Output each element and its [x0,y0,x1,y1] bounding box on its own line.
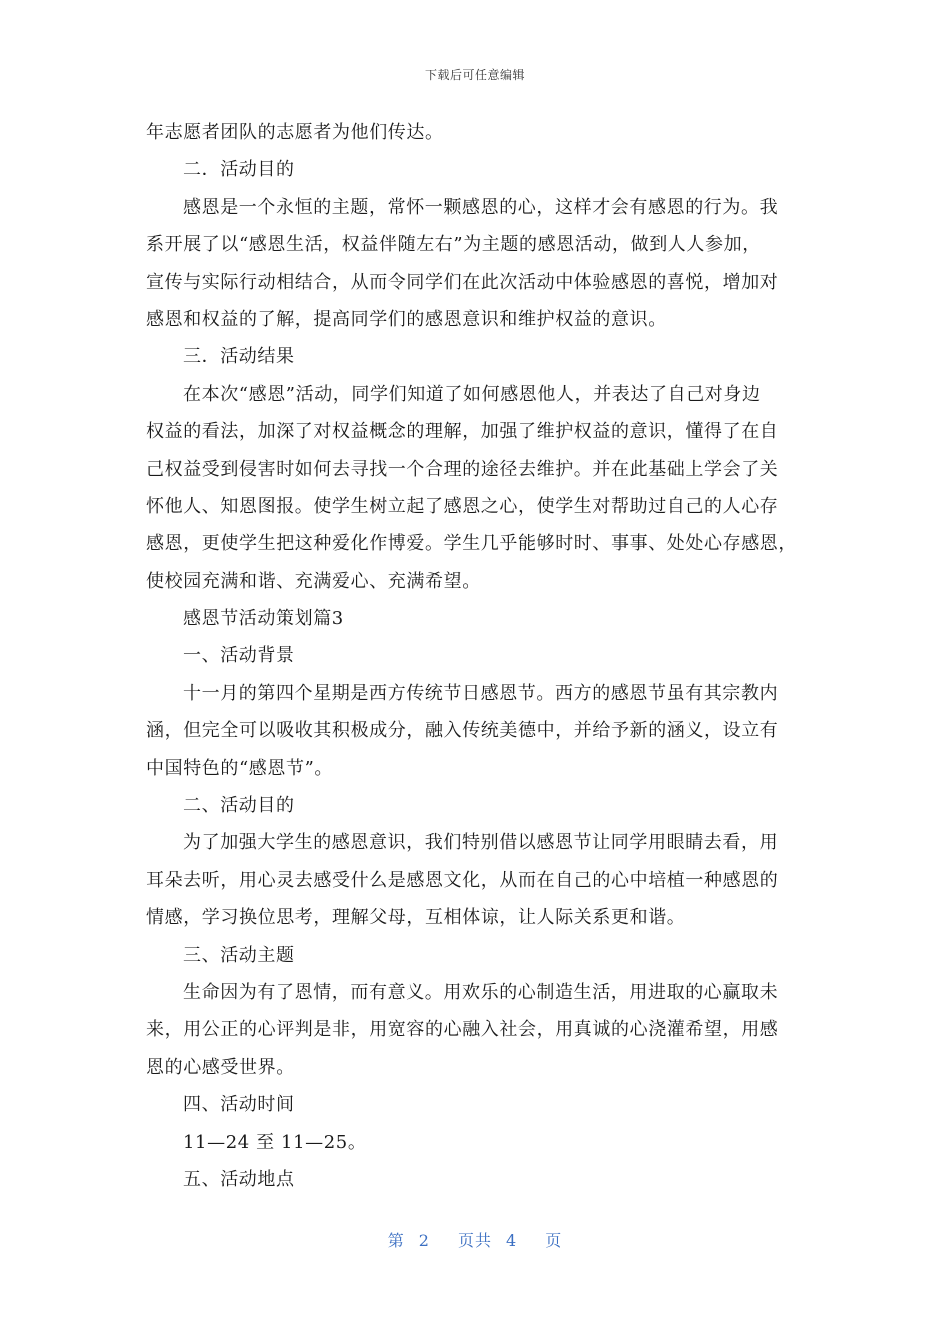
text-line: 系开展了以“感恩生活，权益伴随左右”为主题的感恩活动，做到人人参加， [146,234,761,256]
text-line: 为了加强大学生的感恩意识，我们特别借以感恩节让同学用眼睛去看，用 [183,832,779,854]
footer-total-pages: 4 [506,1231,518,1250]
section-heading: 三、活动主题 [183,944,295,966]
text-line: 宣传与实际行动相结合，从而令同学们在此次活动中体验感恩的喜悦，增加对 [146,271,779,293]
text-line: 感恩是一个永恒的主题，常怀一颗感恩的心，这样才会有感恩的行为。我 [183,196,779,218]
text-line: 11—24 至 11—25。 [183,1131,367,1153]
text-line: 十一月的第四个星期是西方传统节日感恩节。西方的感恩节虽有其宗教内 [183,682,779,704]
footer-prefix: 第 [387,1231,405,1250]
footer-suffix: 页 [545,1231,563,1250]
footer-middle: 页共 [457,1231,492,1250]
text-line: 感恩，更使学生把这种爱化作博爱。学生几乎能够时时、事事、处处心存感恩， [146,533,797,555]
section-heading: 五、活动地点 [183,1168,295,1190]
text-line: 感恩和权益的了解，提高同学们的感恩意识和维护权益的意识。 [146,308,667,330]
text-line: 怀他人、知恩图报。使学生树立起了感恩之心，使学生对帮助过自己的人心存 [146,495,779,517]
page-header: 下载后可任意编辑 [424,68,525,82]
text-line: 中国特色的“感恩节”。 [146,757,334,779]
article-title: 感恩节活动策划篇3 [183,608,344,630]
text-line: 情感，学习换位思考，理解父母，互相体谅，让人际关系更和谐。 [146,907,686,929]
section-heading: 一、活动背景 [183,645,295,667]
section-heading: 三．活动结果 [183,346,295,368]
footer-page-number: 2 [418,1231,430,1250]
text-line: 耳朵去听，用心灵去感受什么是感恩文化，从而在自己的心中培植一种感恩的 [146,869,779,891]
text-line: 生命因为有了恩情，而有意义。用欢乐的心制造生活，用进取的心赢取未 [183,981,779,1003]
section-heading: 二．活动目的 [183,159,295,181]
text-line: 己权益受到侵害时如何去寻找一个合理的途径去维护。并在此基础上学会了关 [146,458,779,480]
text-line: 来，用公正的心评判是非，用宽容的心融入社会，用真诚的心浇灌希望，用感 [146,1019,779,1041]
section-heading: 四、活动时间 [183,1094,295,1116]
text-line: 年志愿者团队的志愿者为他们传达。 [146,122,444,143]
document-body [146,114,806,1198]
text-line: 在本次“感恩”活动，同学们知道了如何感恩他人，并表达了自己对身边 [183,383,761,405]
text-line: 权益的看法，加深了对权益概念的理解，加强了维护权益的意识，懂得了在自 [146,421,779,443]
text-line: 使校园充满和谐、充满爱心、充满希望。 [146,570,481,592]
text-line: 恩的心感受世界。 [146,1056,295,1078]
section-heading: 二、活动目的 [183,795,295,817]
page-footer [0,1228,950,1251]
text-line: 涵，但完全可以吸收其积极成分，融入传统美德中，并给予新的涵义，设立有 [146,720,779,742]
